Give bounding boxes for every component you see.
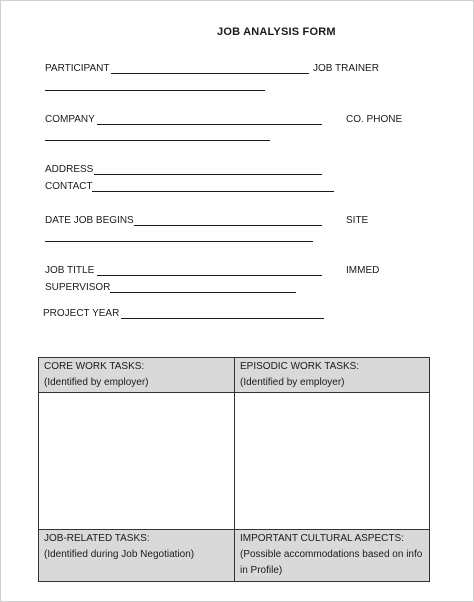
job-related-tasks-sub: (Identified during Job Negotiation): [44, 549, 195, 560]
date-job-begins-line-2[interactable]: [45, 241, 313, 242]
address-label: ADDRESS: [45, 164, 94, 175]
job-related-tasks-title: JOB-RELATED TASKS:: [44, 533, 150, 544]
core-work-tasks-title: CORE WORK TASKS:: [44, 361, 145, 372]
episodic-work-tasks-title: EPISODIC WORK TASKS:: [240, 361, 360, 372]
cultural-aspects-sub-1: (Possible accommodations based on info: [240, 549, 423, 560]
project-year-field[interactable]: [121, 318, 324, 319]
supervisor-field[interactable]: [110, 292, 296, 293]
supervisor-label: SUPERVISOR: [45, 282, 111, 293]
core-work-tasks-cell[interactable]: [38, 392, 235, 530]
episodic-work-tasks-cell[interactable]: [234, 392, 430, 530]
job-related-tasks-header: [38, 529, 235, 582]
core-work-tasks-header: [38, 357, 235, 393]
job-title-field[interactable]: [97, 275, 322, 276]
contact-field[interactable]: [92, 191, 334, 192]
job-title-label: JOB TITLE: [45, 265, 95, 276]
company-field[interactable]: [97, 124, 322, 125]
episodic-work-tasks-sub: (Identified by employer): [240, 377, 345, 388]
site-label: SITE: [346, 215, 369, 226]
cultural-aspects-title: IMPORTANT CULTURAL ASPECTS:: [240, 533, 404, 544]
immed-label: IMMED: [346, 265, 380, 276]
project-year-label: PROJECT YEAR: [43, 308, 120, 319]
contact-label: CONTACT: [45, 181, 93, 192]
date-job-begins-label: DATE JOB BEGINS: [45, 215, 134, 226]
participant-label: PARTICIPANT: [45, 63, 110, 74]
company-label: COMPANY: [45, 114, 95, 125]
cultural-aspects-header: [234, 529, 430, 582]
episodic-work-tasks-header: [234, 357, 430, 393]
job-trainer-label: JOB TRAINER: [313, 63, 379, 74]
participant-field-line-2[interactable]: [45, 90, 265, 91]
form-title: JOB ANALYSIS FORM: [217, 26, 336, 38]
date-job-begins-field[interactable]: [134, 225, 322, 226]
co-phone-label: CO. PHONE: [346, 114, 403, 125]
participant-field[interactable]: [111, 73, 309, 74]
core-work-tasks-sub: (Identified by employer): [44, 377, 149, 388]
address-field[interactable]: [94, 174, 322, 175]
cultural-aspects-sub-2: in Profile): [240, 565, 283, 576]
company-field-line-2[interactable]: [45, 140, 270, 141]
